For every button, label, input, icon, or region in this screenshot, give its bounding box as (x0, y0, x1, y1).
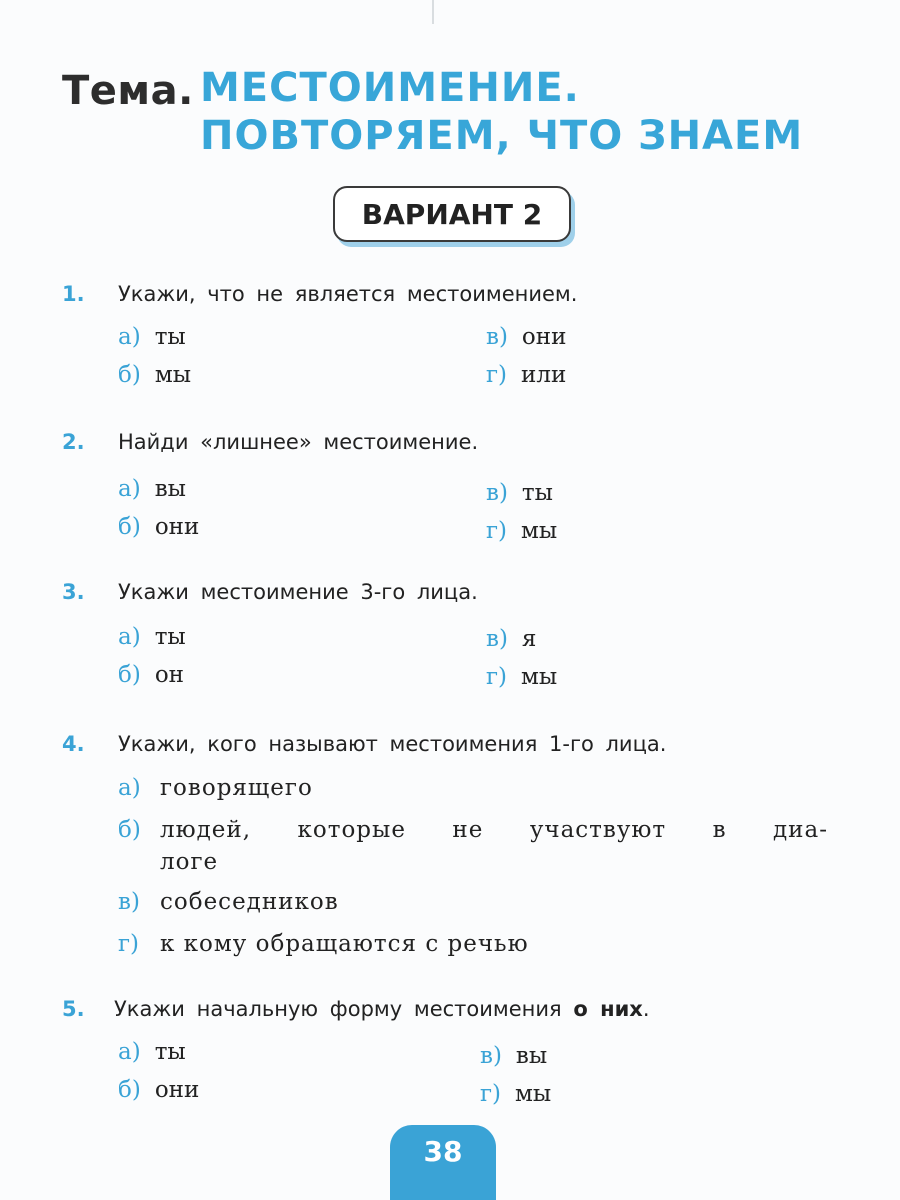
option-text: он (154, 662, 185, 688)
option-g[interactable] (118, 928, 830, 960)
option-text: вы (154, 476, 186, 502)
option-letter: б) (118, 662, 141, 688)
title-line-1: МЕСТОИМЕНИЕ. (200, 65, 580, 111)
question-number: 2. (62, 430, 85, 454)
option-b[interactable] (118, 514, 199, 540)
page-crease (432, 0, 434, 24)
option-text-continued: логе (160, 849, 219, 875)
option-a[interactable] (118, 772, 830, 804)
theme-label: Тема. (62, 68, 194, 114)
variant-badge: ВАРИАНТ 2 (333, 186, 571, 242)
option-text: мы (515, 1081, 552, 1107)
page-number: 38 (390, 1125, 496, 1200)
option-b[interactable] (118, 362, 191, 388)
option-text: ты (154, 324, 186, 350)
option-a[interactable] (118, 1039, 186, 1065)
option-letter: а) (118, 1039, 141, 1065)
option-text: они (521, 324, 567, 350)
option-v[interactable] (486, 480, 553, 506)
question-text: Укажи местоимение 3-го лица. (118, 580, 478, 604)
question-text: Укажи, кого называют местоимения 1-го лица. (118, 732, 667, 756)
option-text: к кому обращаются с речью (160, 931, 529, 957)
option-text: мы (521, 518, 558, 544)
option-text: я (521, 626, 537, 652)
option-letter: в) (486, 626, 508, 652)
option-text: собеседников (160, 889, 339, 915)
option-v[interactable] (486, 324, 566, 350)
option-text: они (154, 514, 200, 540)
option-g[interactable] (486, 664, 557, 690)
option-b[interactable] (118, 1077, 199, 1103)
option-a[interactable] (118, 476, 186, 502)
title-line-2: ПОВТОРЯЕМ, ЧТО ЗНАЕМ (200, 113, 804, 159)
option-letter: а) (118, 324, 141, 350)
question-number: 5. (62, 997, 85, 1021)
option-v[interactable] (486, 626, 536, 652)
option-letter: в) (480, 1043, 502, 1069)
question-number: 4. (62, 732, 85, 756)
option-g[interactable] (486, 518, 557, 544)
question-number: 3. (62, 580, 85, 604)
option-letter: а) (118, 775, 141, 801)
option-v[interactable] (118, 886, 830, 918)
option-a[interactable] (118, 324, 186, 350)
option-letter: б) (118, 817, 141, 843)
option-letter: г) (118, 931, 140, 957)
option-g[interactable] (486, 362, 566, 388)
option-text: говорящего (160, 775, 313, 801)
option-letter: а) (118, 476, 141, 502)
option-letter: б) (118, 514, 141, 540)
option-text: ты (521, 480, 553, 506)
option-letter: г) (486, 664, 508, 690)
option-b[interactable] (118, 814, 830, 878)
option-letter: г) (480, 1081, 502, 1107)
question-text (114, 997, 650, 1021)
question-text: Найди «лишнее» местоимение. (118, 430, 479, 454)
question-text-end: . (642, 997, 650, 1021)
option-letter: б) (118, 362, 141, 388)
option-text: ты (154, 1039, 186, 1065)
option-a[interactable] (118, 624, 186, 650)
option-v[interactable] (480, 1043, 547, 1069)
question-text-emphasis: о них (573, 997, 643, 1021)
page-title (200, 64, 803, 160)
option-text: ты (154, 624, 186, 650)
option-letter: в) (486, 480, 508, 506)
option-text: мы (154, 362, 192, 388)
option-letter: г) (486, 362, 508, 388)
option-letter: в) (486, 324, 508, 350)
option-text: они (154, 1077, 200, 1103)
question-text: Укажи, что не является местоимением. (118, 282, 578, 306)
option-text: или (521, 362, 567, 388)
option-letter: г) (486, 518, 508, 544)
option-letter: б) (118, 1077, 141, 1103)
option-b[interactable] (118, 662, 184, 688)
question-number: 1. (62, 282, 85, 306)
option-letter: в) (118, 889, 140, 915)
option-text: вы (515, 1043, 548, 1069)
option-text: людей, которые не участвуют в диа- (160, 817, 828, 843)
option-g[interactable] (480, 1081, 551, 1107)
option-letter: а) (118, 624, 141, 650)
question-text-start: Укажи начальную форму местоимения (114, 997, 574, 1021)
option-text: мы (521, 664, 558, 690)
